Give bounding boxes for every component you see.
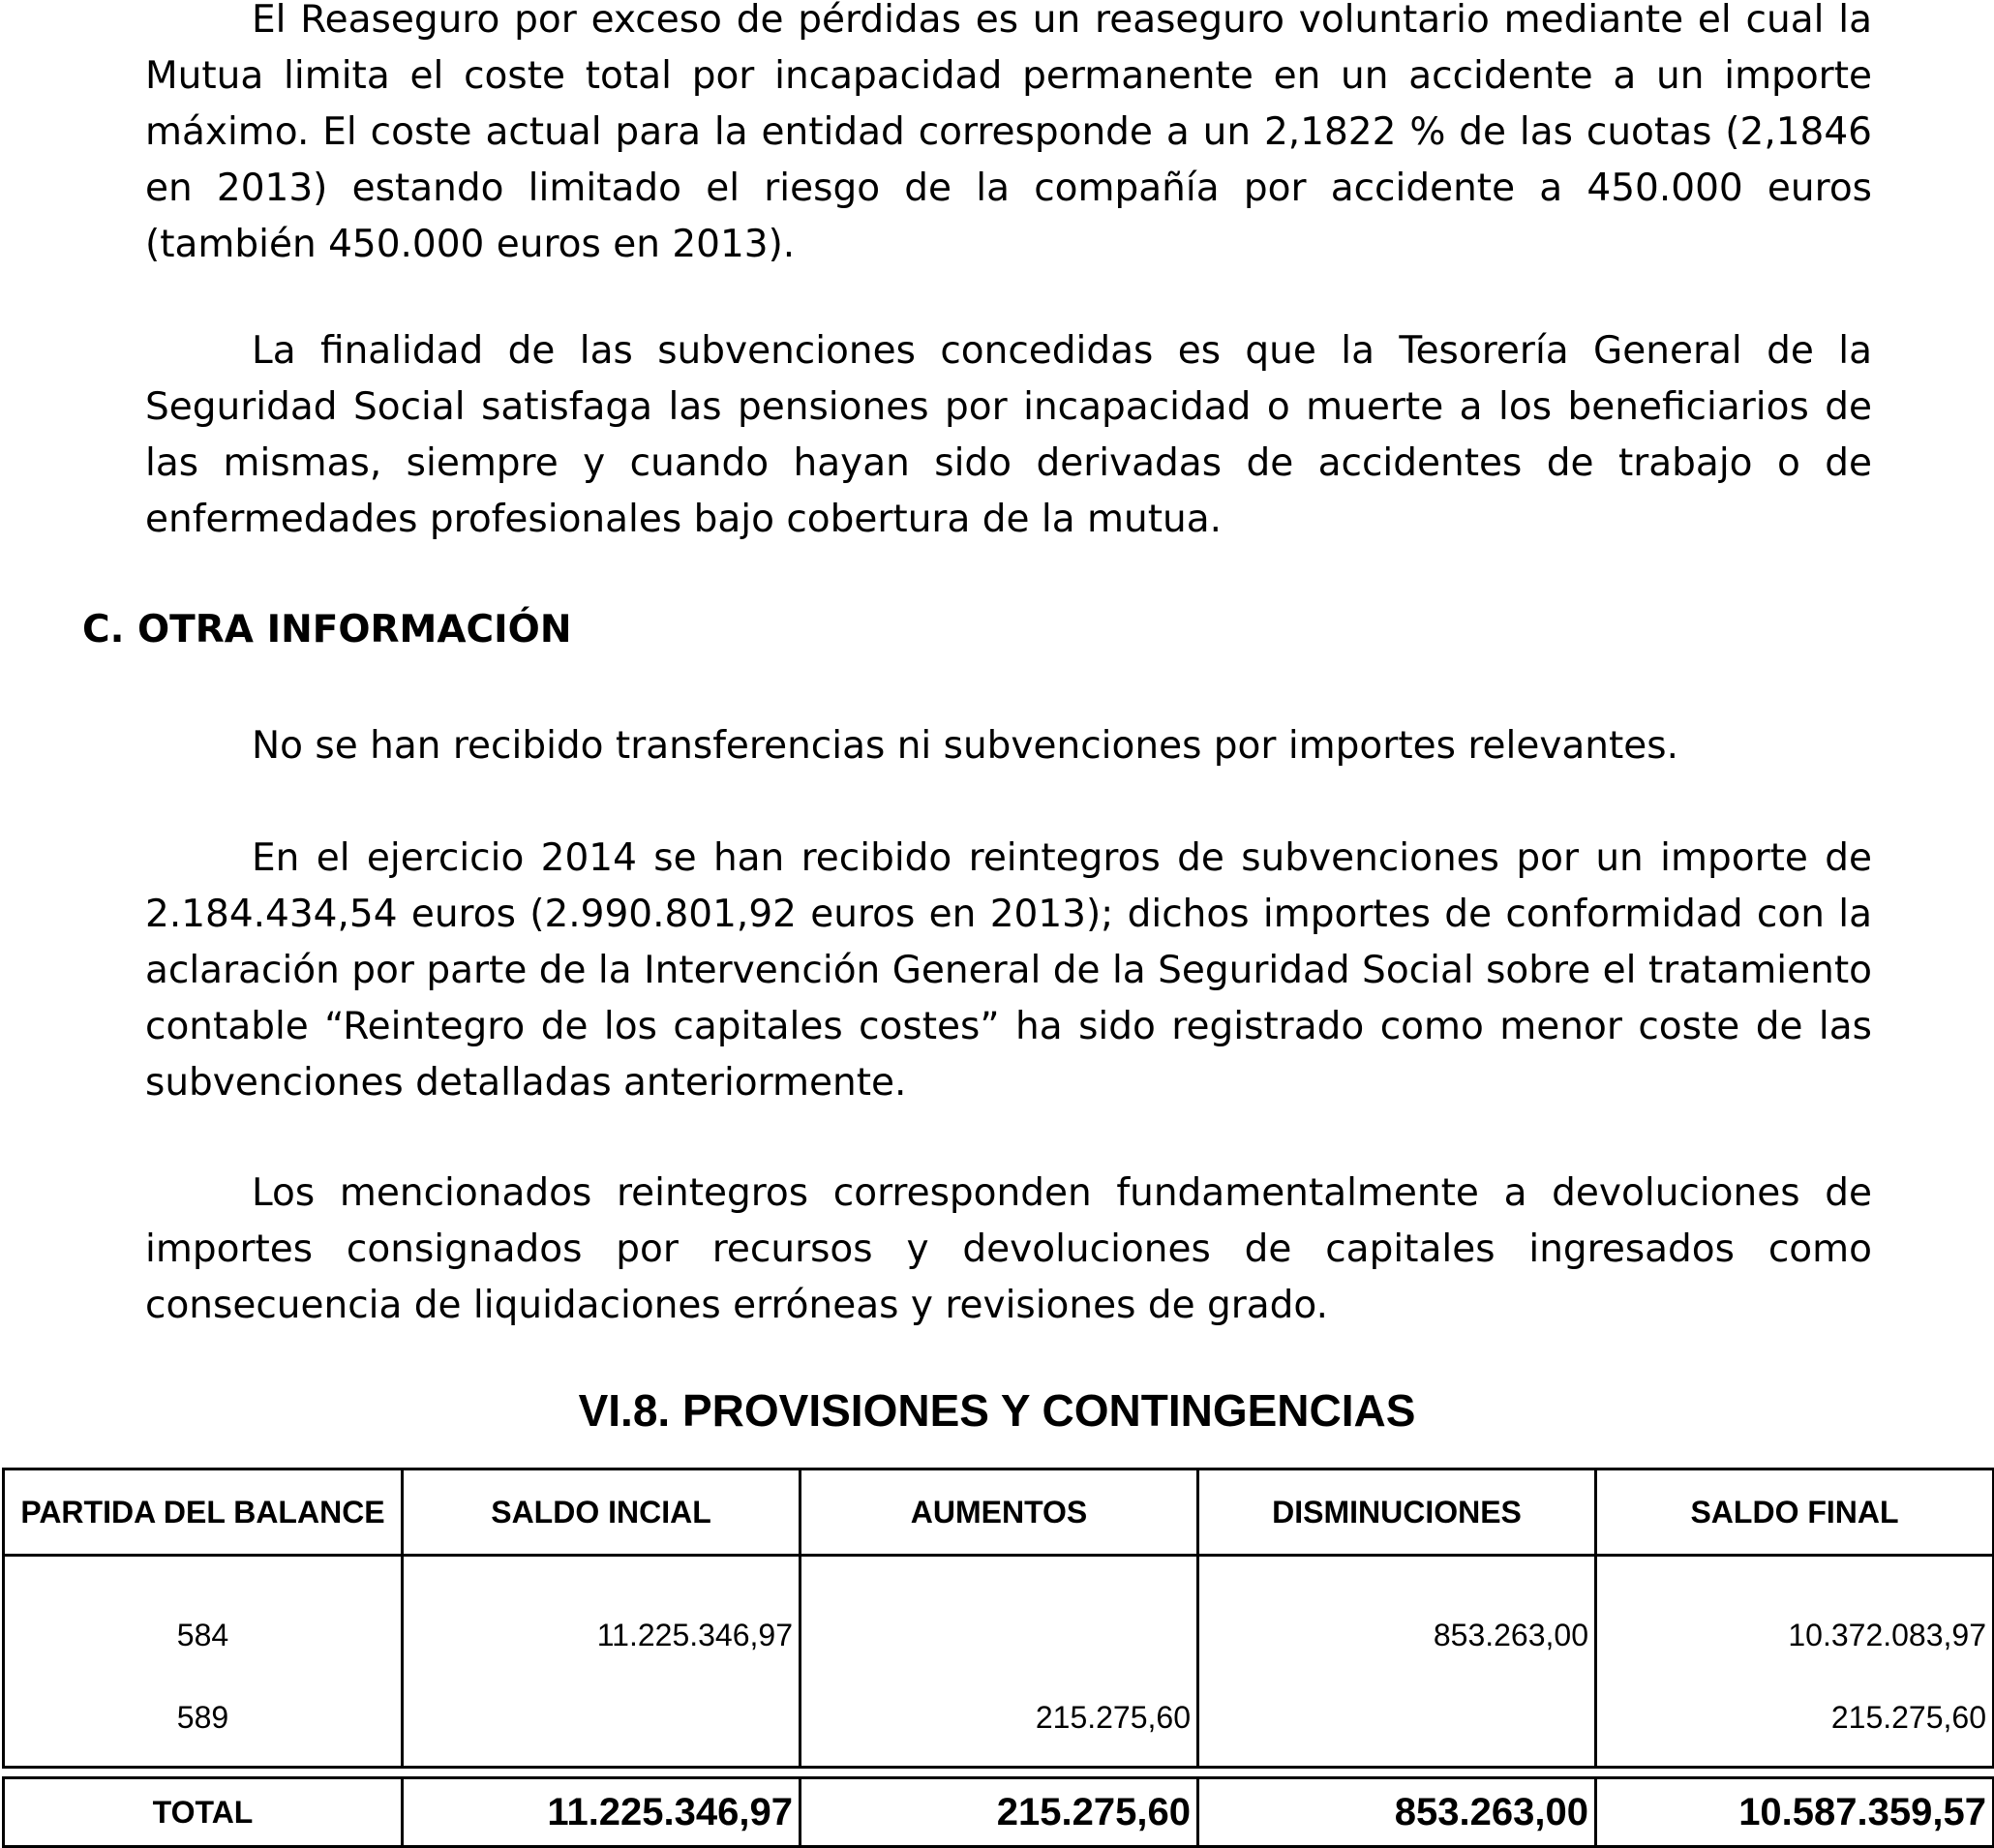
- cell-disminuciones: 853.263,00: [1198, 1556, 1596, 1662]
- total-table: [2, 1776, 1994, 1848]
- header-disminuciones: DISMINUCIONES: [1198, 1469, 1596, 1556]
- cell-disminuciones: [1198, 1661, 1596, 1768]
- paragraph-finalidad-subvenciones: La finalidad de las subvenciones concedidas es que la Tesorería General de la Seguridad Social satisfaga las pensiones por incapacidad o muerte a los beneficiarios de las mismas, siempre y cuando hayan sido derivadas de accidentes de trabajo o de enfermedades profesionales bajo cobertura de la mutua.: [145, 329, 1872, 541]
- total-row: [4, 1778, 1994, 1847]
- cell-saldo-final: 10.372.083,97: [1596, 1556, 1994, 1662]
- table-row: [4, 1661, 1994, 1768]
- table-header-row: [4, 1469, 1994, 1556]
- paragraph-no-recibido: No se han recibido transferencias ni subvenciones por importes relevantes.: [252, 724, 1679, 768]
- table-row: [4, 1556, 1994, 1662]
- paragraph-reintegros: En el ejercicio 2014 se han recibido reintegros de subvenciones por un importe de 2.184.434,54 euros (2.990.801,92 euros en 2013); dichos importes de conformidad con la aclaración por parte de la Intervención General de la Seguridad Social sobre el tratamiento contable “Reintegro de los capitales costes” ha sido registrado como menor coste de las subvenciones detalladas anteriormente.: [145, 836, 1872, 1105]
- cell-aumentos: 215.275,60: [801, 1661, 1198, 1768]
- total-aumentos: 215.275,60: [801, 1778, 1198, 1847]
- total-saldo-inicial: 11.225.346,97: [403, 1778, 801, 1847]
- section-heading: C. OTRA INFORMACIÓN: [82, 608, 572, 651]
- header-partida: PARTIDA DEL BALANCE: [4, 1469, 403, 1556]
- header-saldo-inicial: SALDO INCIAL: [403, 1469, 801, 1556]
- cell-saldo-final: 215.275,60: [1596, 1661, 1994, 1768]
- total-saldo-final: 10.587.359,57: [1596, 1778, 1994, 1847]
- provisiones-table: [2, 1468, 1994, 1769]
- header-saldo-final: SALDO FINAL: [1596, 1469, 1994, 1556]
- total-disminuciones: 853.263,00: [1198, 1778, 1596, 1847]
- paragraph-mencionados-reintegros: Los mencionados reintegros corresponden fundamentalmente a devoluciones de importes consignados por recursos y devoluciones de capitales ingresados como consecuencia de liquidaciones erróneas y revisiones de grado.: [145, 1171, 1872, 1327]
- cell-saldo-inicial: [403, 1661, 801, 1768]
- cell-saldo-inicial: 11.225.346,97: [403, 1556, 801, 1662]
- cell-partida: 589: [4, 1661, 403, 1768]
- table-title: VI.8. PROVISIONES Y CONTINGENCIAS: [578, 1385, 1416, 1436]
- cell-partida: 584: [4, 1556, 403, 1662]
- header-aumentos: AUMENTOS: [801, 1469, 1198, 1556]
- paragraph-reaseguro: El Reaseguro por exceso de pérdidas es un reaseguro voluntario mediante el cual la Mutua limita el coste total por incapacidad permanente en un accidente a un importe máximo. El coste actual para la entidad corresponde a un 2,1822 % de las cuotas (2,1846 en 2013) estando limitado el riesgo de la compañía por accidente a 450.000 euros (también 450.000 euros en 2013).: [145, 0, 1872, 266]
- cell-aumentos: [801, 1556, 1198, 1662]
- total-label: TOTAL: [4, 1778, 403, 1847]
